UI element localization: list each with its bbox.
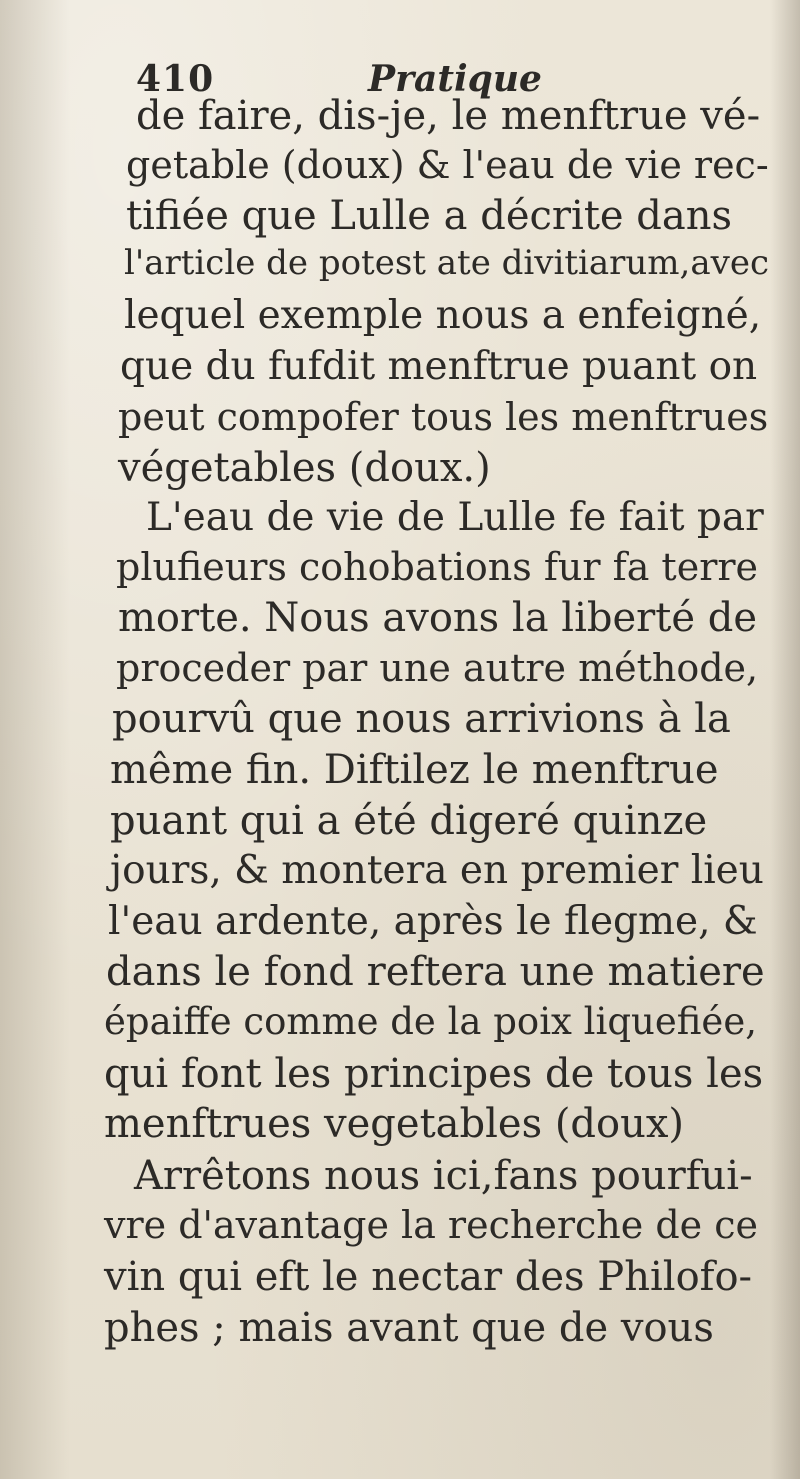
page-stain — [0, 0, 70, 1479]
text-line: qui font les principes de tous les — [104, 1051, 764, 1097]
text-line: phes ; mais avant que de vous — [104, 1305, 714, 1351]
text-line: tifiée que Lulle a décrite dans — [126, 193, 733, 239]
text-line: peut compofer tous les menftrues — [118, 395, 769, 439]
text-line: pourvû que nous arrivions à la — [112, 696, 731, 742]
text-line: proceder par une autre méthode, — [116, 646, 759, 690]
text-line: Arrêtons nous ici,fans pourfui- — [134, 1153, 753, 1199]
text-line: dans le fond reftera une matiere — [106, 949, 765, 995]
text-line: jours, & montera en premier lieu — [110, 848, 764, 893]
text-line: plufieurs cohobations fur fa terre — [116, 545, 759, 589]
text-line: que du fufdit menftrue puant on — [120, 344, 758, 389]
text-line: de faire, dis-je, le menftrue vé- — [136, 93, 761, 139]
running-head: Pratique — [368, 58, 542, 100]
text-line: l'article de potest ate divitiarum,avec — [124, 243, 769, 283]
text-line: l'eau ardente, après le flegme, & — [108, 899, 758, 944]
text-line: vre d'avantage la recherche de ce — [104, 1203, 758, 1247]
text-line: même fin. Diftilez le menftrue — [110, 747, 719, 793]
text-line: lequel exemple nous a enfeigné, — [124, 293, 762, 338]
text-line: morte. Nous avons la liberté de — [118, 595, 758, 641]
text-line: puant qui a été digeré quinze — [110, 798, 708, 844]
text-line: épaiffe comme de la poix liquefiée, — [104, 1000, 757, 1043]
text-line: L'eau de vie de Lulle fe fait par — [146, 495, 764, 540]
text-line: vin qui eft le nectar des Philofo- — [104, 1254, 753, 1300]
page-edge-shadow — [770, 0, 800, 1479]
text-line: getable (doux) & l'eau de vie rec- — [126, 143, 769, 187]
text-line: végetables (doux.) — [118, 445, 491, 491]
text-line: menftrues vegetables (doux) — [104, 1101, 685, 1147]
page-number: 410 — [136, 58, 215, 100]
